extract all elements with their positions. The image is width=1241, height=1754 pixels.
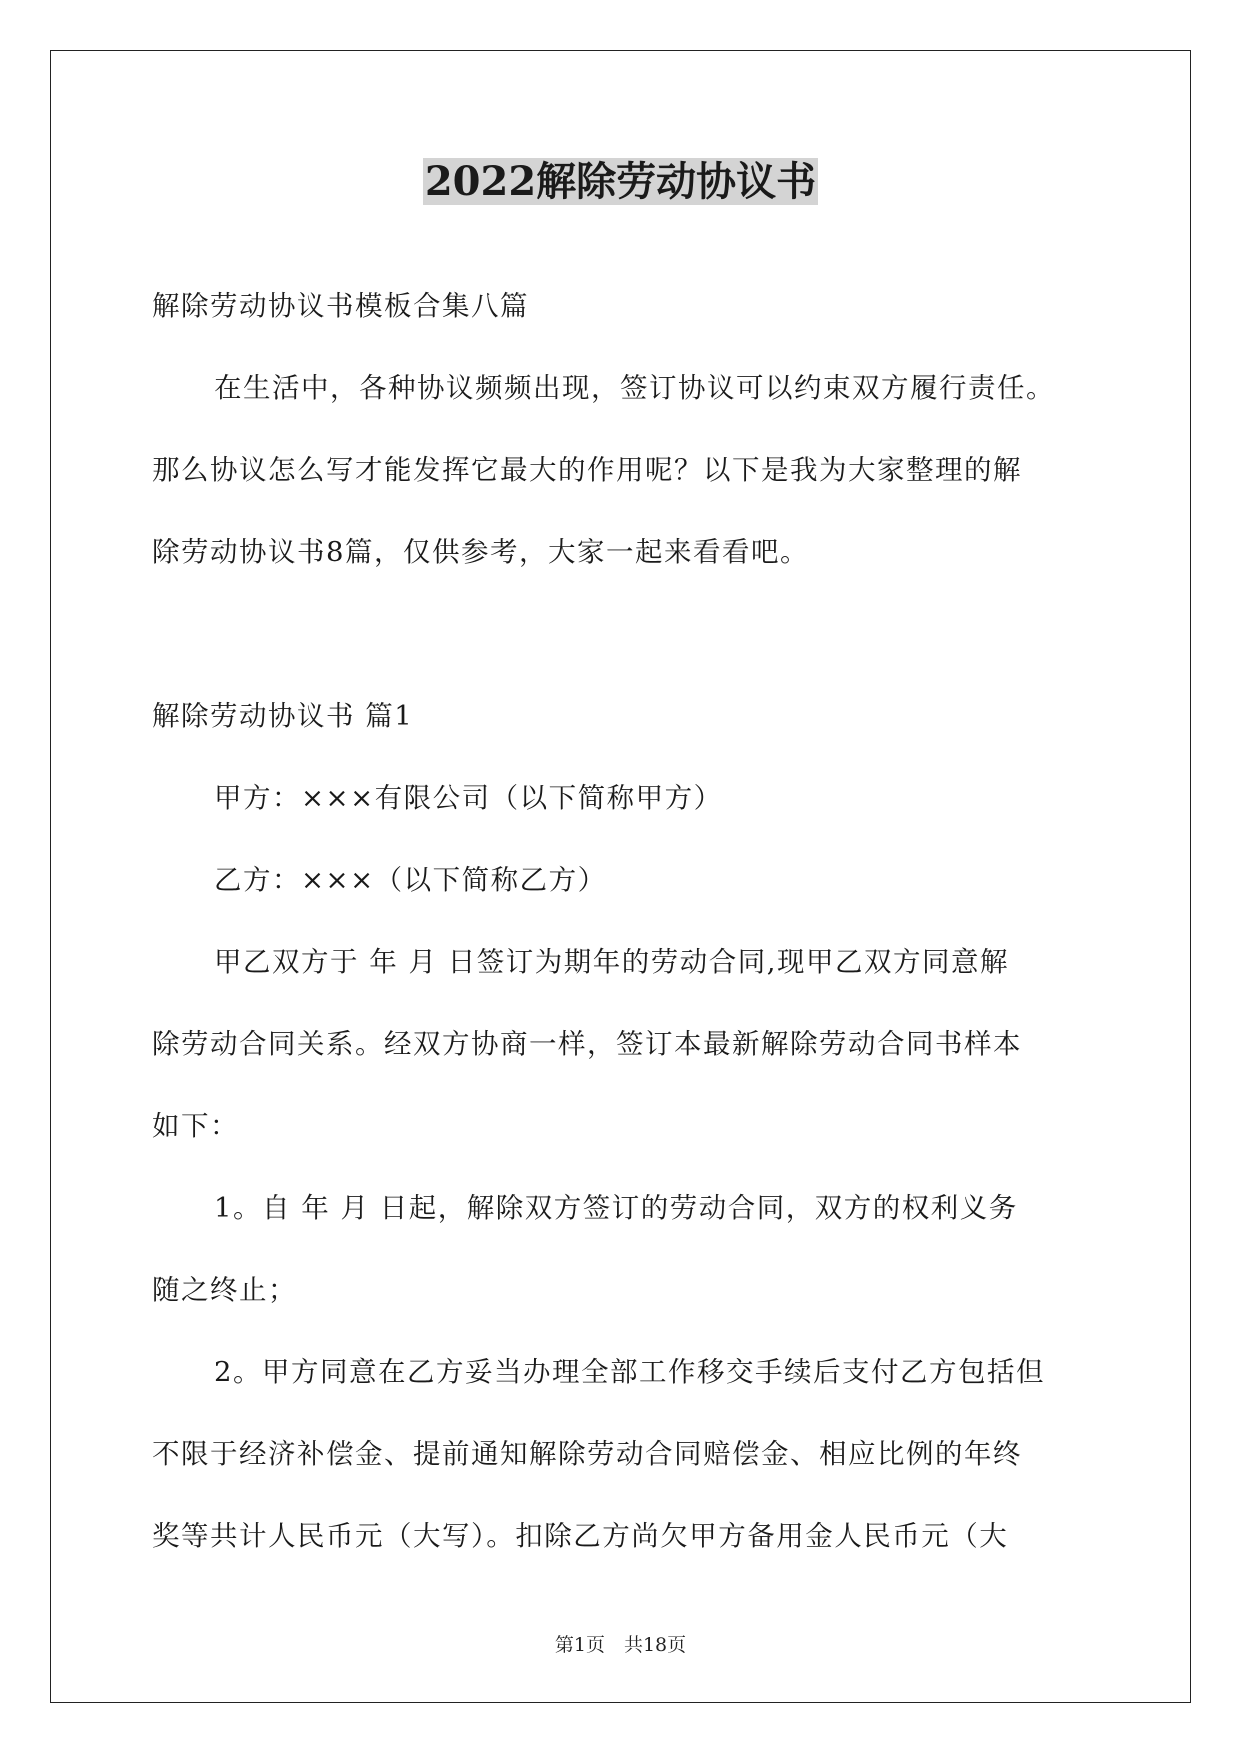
party-b-line: 乙方：×××（以下简称乙方） — [214, 864, 607, 896]
intro-line-2: 那么协议怎么写才能发挥它最大的作用呢？以下是我为大家整理的解 — [152, 454, 1022, 486]
document-body — [152, 265, 1092, 1577]
intro-line-1: 在生活中，各种协议频频出现，签订协议可以约束双方履行责任。 — [214, 372, 1055, 404]
document-title — [0, 155, 1241, 209]
clause-2-line-3: 奖等共计人民币元（大写）。扣除乙方尚欠甲方备用金人民币元（大 — [152, 1520, 1009, 1552]
page-footer: 第1页 共18页 — [554, 1634, 687, 1656]
document-title-text: 2022解除劳动协议书 — [424, 158, 817, 205]
intro-line-3: 除劳动协议书8篇，仅供参考，大家一起来看看吧。 — [152, 536, 809, 568]
party-a-line: 甲方：×××有限公司（以下简称甲方） — [214, 782, 723, 814]
subtitle-line: 解除劳动协议书模板合集八篇 — [152, 290, 529, 322]
clause-1-line-2: 随之终止； — [152, 1274, 297, 1306]
section-heading: 解除劳动协议书 篇1 — [152, 700, 414, 732]
clause-2-line-2: 不限于经济补偿金、提前通知解除劳动合同赔偿金、相应比例的年终 — [152, 1438, 1022, 1470]
agreement-line-2: 除劳动合同关系。经双方协商一样，签订本最新解除劳动合同书样本 — [152, 1028, 1022, 1060]
clause-1-line-1: 1。自 年 月 日起，解除双方签订的劳动合同，双方的权利义务 — [214, 1192, 1018, 1224]
paragraph-gap — [152, 593, 1092, 675]
agreement-line-3: 如下： — [152, 1110, 239, 1142]
clause-2-line-1: 2。甲方同意在乙方妥当办理全部工作移交手续后支付乙方包括但 — [214, 1356, 1045, 1388]
agreement-line-1: 甲乙双方于 年 月 日签订为期年的劳动合同,现甲乙双方同意解 — [214, 946, 1009, 978]
